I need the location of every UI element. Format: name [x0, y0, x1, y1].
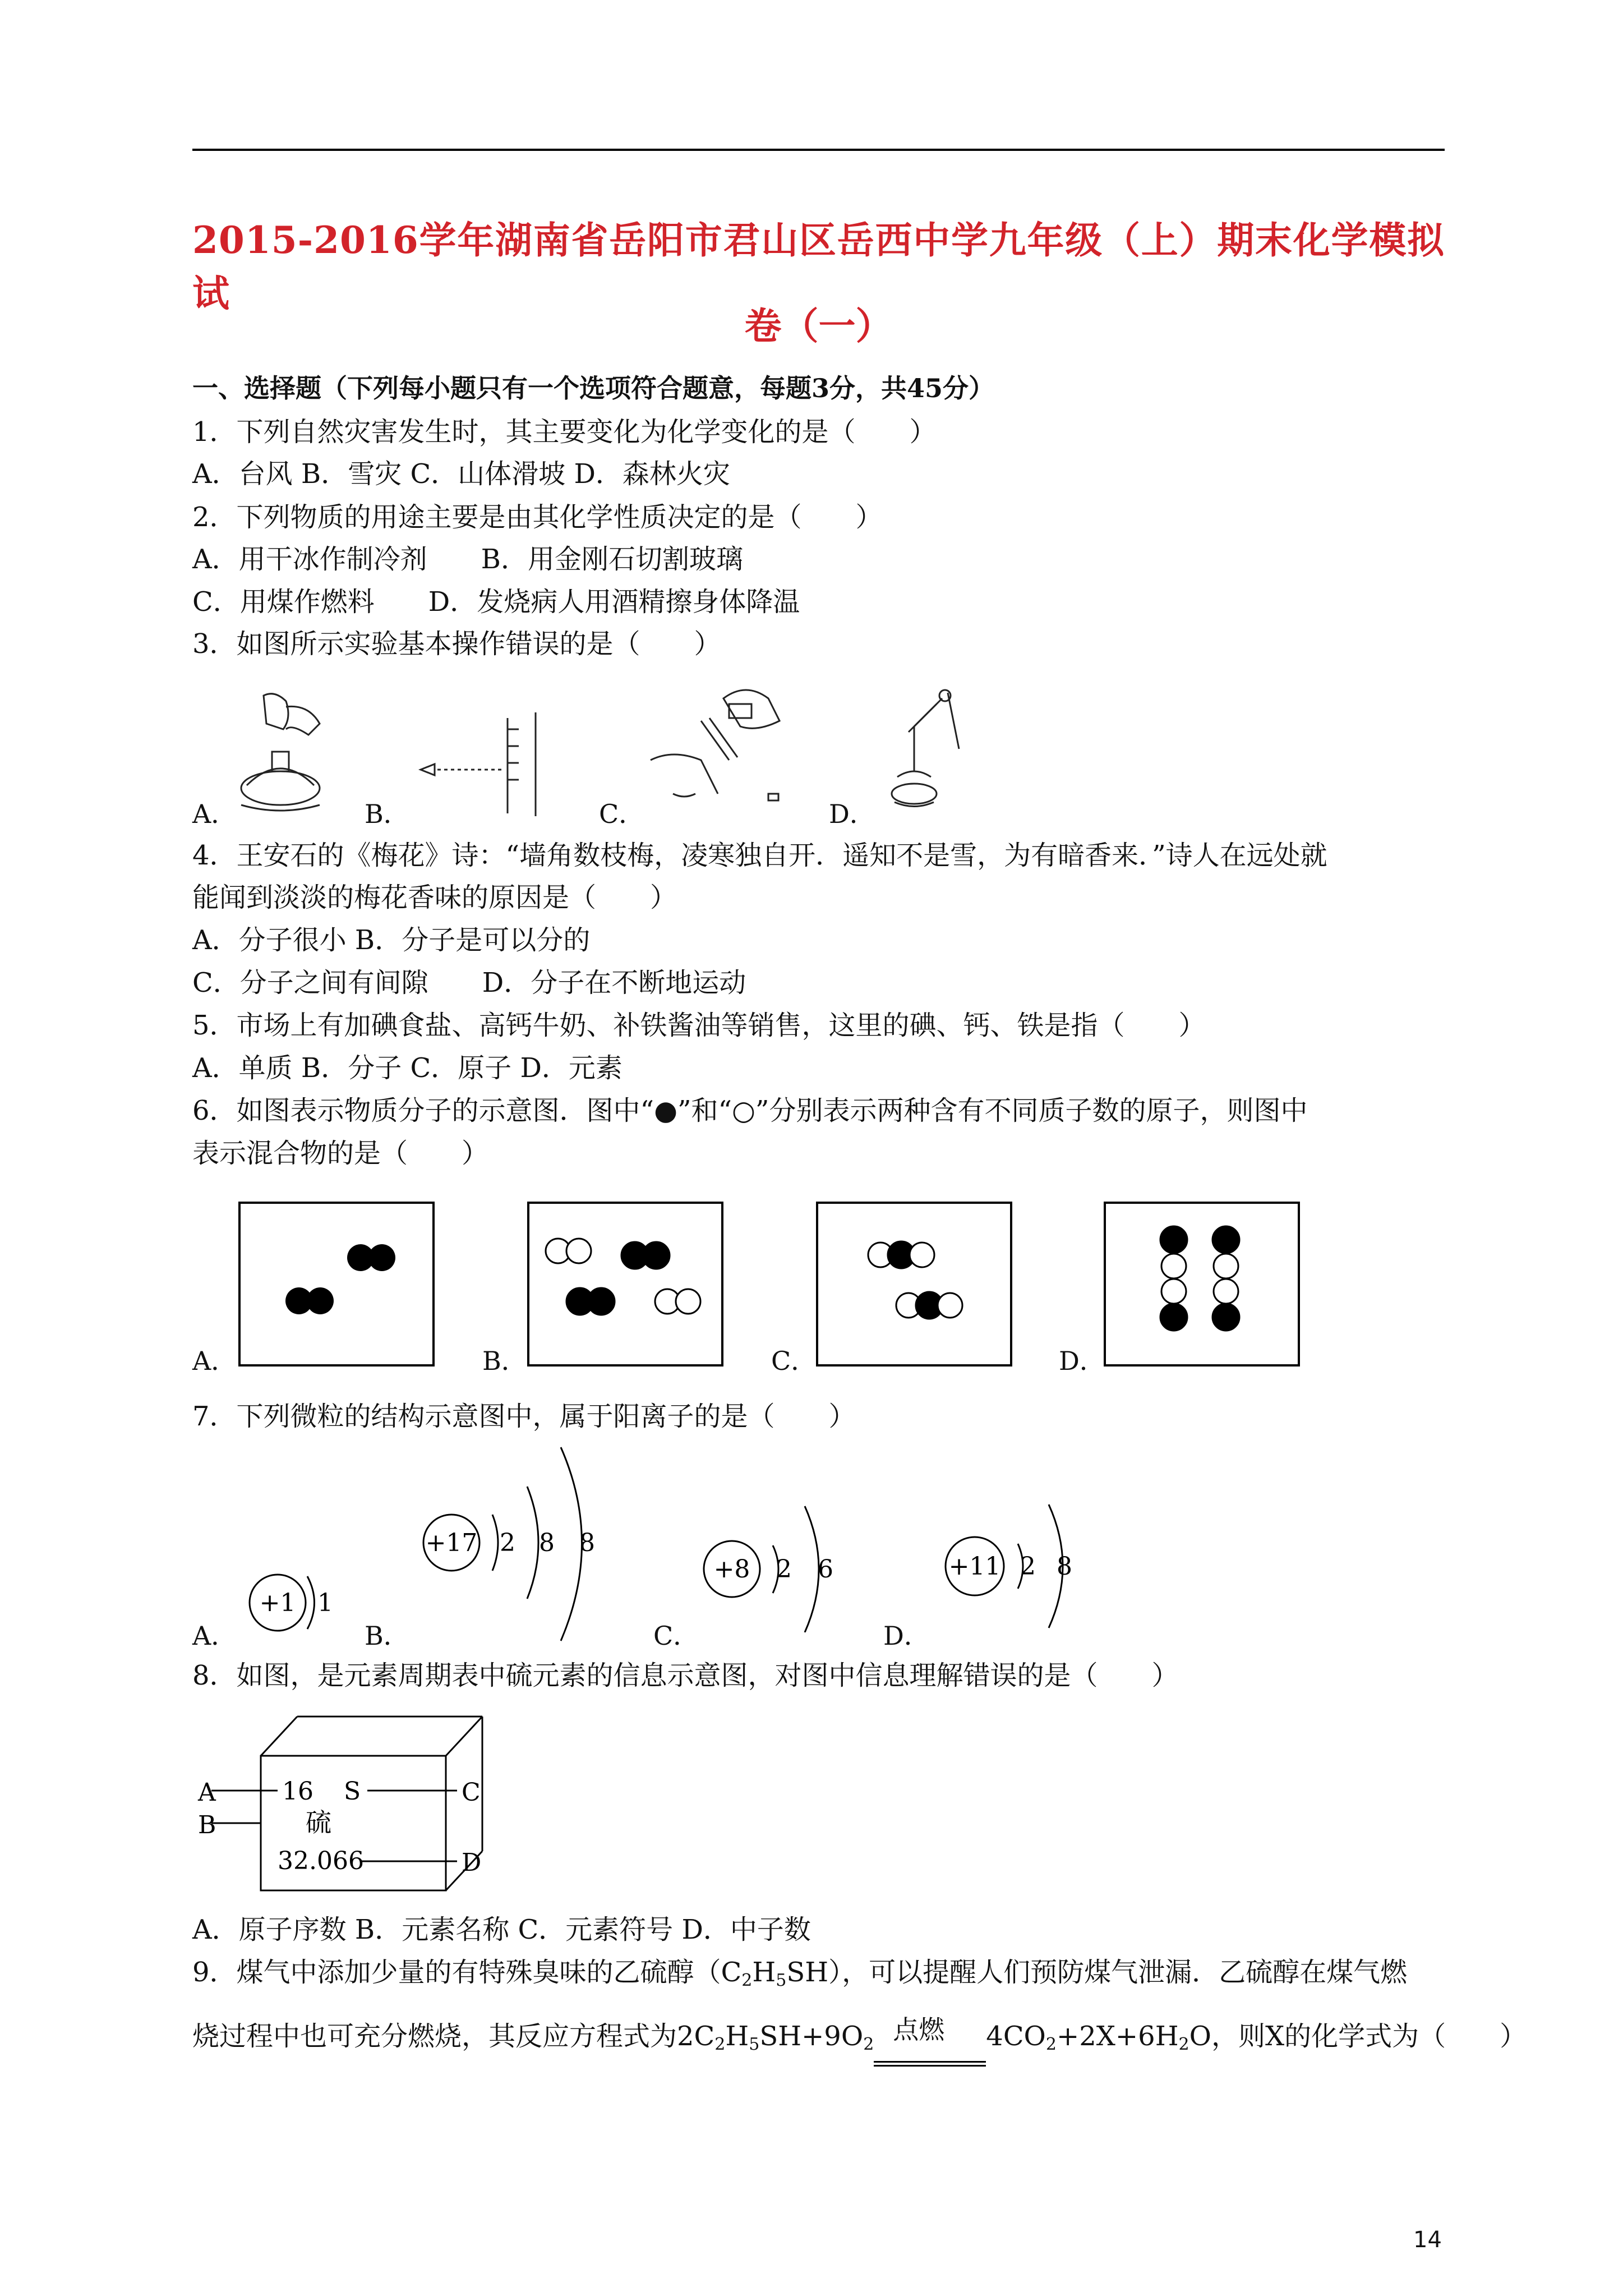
q8-element-cell — [193, 1711, 508, 1896]
q9-sub: 2 — [1045, 2035, 1057, 2054]
q6-label-c: C． — [771, 1346, 817, 1376]
q5-options: A．单质 B．分子 C．原子 D．元素 — [192, 1052, 623, 1084]
q8-pointer-d: D — [462, 1848, 482, 1877]
q1-stem: 1．下列自然灾害发生时，其主要变化为化学变化的是（ ） — [192, 416, 937, 448]
q6-label-d: D． — [1059, 1346, 1105, 1376]
q4-stem-line1: 4．王安石的《梅花》诗：“墙角数枝梅，凌寒独自开．遥知不是雪，为有暗香来．”诗人在远处就 — [192, 840, 1327, 871]
q7-atom-c — [695, 1492, 858, 1632]
q3-label-d: D． — [829, 799, 875, 829]
paper-title-line1: 2015-2016学年湖南省岳阳市君山区岳西中学九年级（上）期末化学模拟试 — [192, 218, 1445, 315]
q6-label-a: A． — [192, 1346, 237, 1376]
q5-stem: 5．市场上有加碘食盐、高钙牛奶、补铁酱油等销售，这里的碘、钙、铁是指（ ） — [192, 1010, 1206, 1041]
q7-c-shell-2: 6 — [818, 1555, 833, 1584]
q7-label-a: A． — [192, 1621, 237, 1651]
q8-stem: 8．如图，是元素周期表中硫元素的信息示意图，对图中信息理解错误的是（ ） — [192, 1660, 1179, 1691]
q9-l2-a: 烧过程中也可充分燃烧，其反应方程式为2C — [192, 2021, 715, 2052]
q7-b-shell-2: 8 — [539, 1529, 555, 1557]
q8-options: A．原子序数 B．元素名称 C．元素符号 D．中子数 — [192, 1914, 811, 1945]
q9-l2-f: O，则X的化学式为（ ） — [1189, 2021, 1527, 2052]
q9-sub: 2 — [1178, 2035, 1189, 2054]
q3-stem: 3．如图所示实验基本操作错误的是（ ） — [192, 628, 721, 660]
q7-b-shell-1: 2 — [500, 1529, 515, 1557]
q9-sub: 2 — [714, 2035, 726, 2054]
q4-stem-line2: 能闻到淡淡的梅花香味的原因是（ ） — [192, 882, 677, 913]
q9-sub: 5 — [749, 2035, 760, 2054]
q9-condition: 点燃 — [893, 2014, 945, 2045]
q9-l2-e: +2X+6H — [1057, 2021, 1179, 2052]
q3-label-c: C． — [599, 799, 645, 829]
q7-atom-a — [241, 1554, 353, 1649]
q9-sub: 2 — [863, 2035, 874, 2054]
q7-atom-b — [415, 1436, 617, 1655]
q7-c-shell-1: 2 — [776, 1555, 792, 1584]
q7-label-d: D． — [883, 1621, 930, 1651]
q7-d-shell-2: 8 — [1057, 1552, 1072, 1581]
q3-figure-a — [224, 684, 365, 819]
q6-label-b: B． — [482, 1346, 527, 1376]
paper-title-line2: 卷（一） — [744, 304, 893, 348]
q3-label-a: A． — [192, 799, 237, 829]
q3-label-b: B． — [365, 799, 409, 829]
header-rule — [192, 149, 1445, 151]
q8-symbol: S — [344, 1777, 361, 1806]
q9-stem-line2 — [192, 2014, 1527, 2062]
section-heading: 一、选择题（下列每小题只有一个选项符合题意，每题3分，共45分） — [192, 373, 995, 403]
q3-figure-b — [404, 707, 561, 819]
q9-sub: 5 — [776, 1971, 787, 1990]
q9-sub: 2 — [741, 1971, 753, 1990]
q9-stem-line1 — [192, 1955, 1407, 1998]
q7-label-c: C． — [653, 1621, 699, 1651]
q8-atomic-number: 16 — [282, 1777, 313, 1806]
q7-b-shell-3: 8 — [579, 1529, 595, 1557]
q9-l1-b: H — [752, 1957, 776, 1988]
q4-options-ab: A．分子很小 B．分子是可以分的 — [192, 924, 591, 956]
q7-a-shell-1: 1 — [317, 1589, 333, 1617]
q6-stem-line1: 6．如图表示物质分子的示意图．图中“●”和“○”分别表示两种含有不同质子数的原子，则图中 — [192, 1095, 1308, 1126]
q2-options-cd: C．用煤作燃料 D．发烧病人用酒精擦身体降温 — [192, 586, 800, 618]
q9-l1-a: 9．煤气中添加少量的有特殊臭味的乙硫醇（C — [192, 1957, 742, 1988]
q8-pointer-b: B — [198, 1811, 216, 1839]
q4-options-cd: C．分子之间有间隙 D．分子在不断地运动 — [192, 967, 746, 999]
q6-box-d — [1104, 1202, 1300, 1367]
page-number: 14 — [1413, 2227, 1442, 2253]
q7-a-nucleus: +1 — [259, 1589, 296, 1617]
q7-d-shell-1: 2 — [1020, 1552, 1036, 1581]
q9-l1-c: SH），可以提醒人们预防煤气泄漏．乙硫醇在煤气燃 — [786, 1957, 1408, 1988]
q2-stem: 2．下列物质的用途主要是由其化学性质决定的是（ ） — [192, 501, 883, 533]
q8-pointer-a: A — [198, 1778, 216, 1807]
q6-stem-line2: 表示混合物的是（ ） — [192, 1138, 489, 1169]
q7-d-nucleus: +11 — [948, 1552, 1001, 1581]
q6-box-c — [816, 1202, 1012, 1367]
q3-figure-d — [864, 682, 987, 816]
q1-options: A．台风 B．雪灾 C．山体滑坡 D．森林火灾 — [192, 458, 730, 490]
q2-options-ab: A．用干冰作制冷剂 B．用金刚石切割玻璃 — [192, 544, 743, 575]
q8-element-name: 硫 — [306, 1807, 331, 1838]
q8-atomic-mass: 32.066 — [278, 1847, 364, 1875]
q3-figure-c — [639, 682, 802, 811]
q7-b-nucleus: +17 — [425, 1529, 478, 1557]
q9-l2-c: SH+9O — [759, 2021, 864, 2052]
q6-box-b — [527, 1202, 723, 1367]
q7-label-b: B． — [365, 1621, 409, 1651]
q9-l2-d: 4CO — [986, 2021, 1046, 2052]
q7-atom-d — [937, 1492, 1099, 1632]
q8-pointer-c: C — [462, 1778, 481, 1807]
q7-stem: 7．下列微粒的结构示意图中，属于阳离子的是（ ） — [192, 1401, 856, 1432]
q6-box-a — [238, 1202, 435, 1367]
q7-c-nucleus: +8 — [713, 1555, 750, 1584]
q9-l2-b: H — [725, 2021, 749, 2052]
